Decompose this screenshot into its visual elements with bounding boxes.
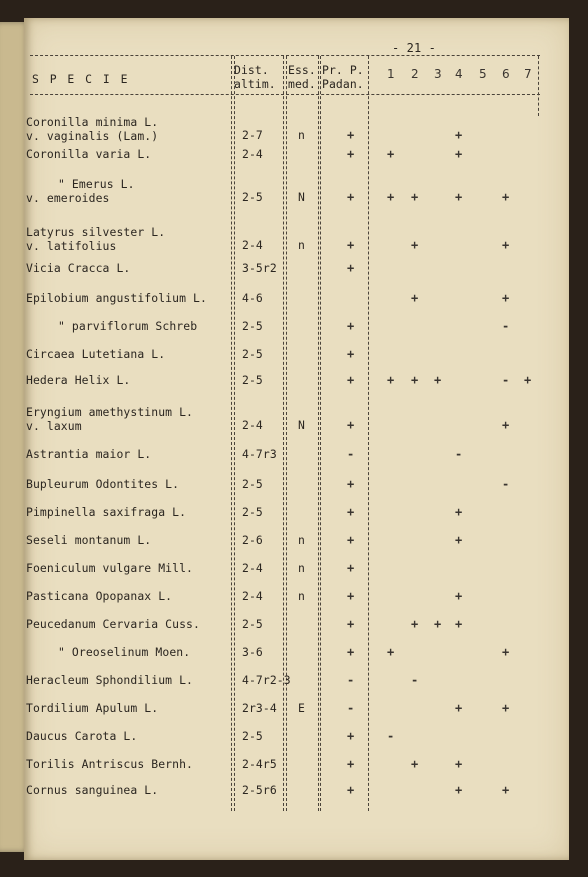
header-pr: Pr. P. (322, 63, 364, 77)
pr-padan-mark: + (347, 589, 355, 603)
region-4-mark: + (455, 533, 463, 547)
header-top-rule (30, 55, 540, 56)
region-header-4: 4 (455, 67, 463, 81)
pr-padan-mark: + (347, 418, 355, 432)
region-1-mark: - (387, 729, 395, 743)
species-name: v. vaginalis (Lam.) (26, 129, 159, 143)
dist-altim-value: 2-4 (242, 561, 263, 575)
species-name: " Oreoselinum Moen. (58, 645, 191, 659)
species-name: Seseli montanum L. (26, 533, 152, 547)
header-ess: Ess. (288, 63, 316, 77)
dist-altim-value: 3-6 (242, 645, 263, 659)
region-4-mark: + (455, 617, 463, 631)
column-rule-ess-left-2 (286, 56, 287, 811)
region-header-7: 7 (524, 67, 532, 81)
species-name: Hedera Helix L. (26, 373, 131, 387)
dist-altim-value: 2-4 (242, 238, 263, 252)
species-name: Epilobium angustifolium L. (26, 291, 207, 305)
pr-padan-mark: + (347, 645, 355, 659)
species-name: Peucedanum Cervaria Cuss. (26, 617, 200, 631)
species-name: Latyrus silvester L. (26, 225, 166, 239)
dist-altim-value: 2-4 (242, 589, 263, 603)
region-4-mark: + (455, 505, 463, 519)
pr-padan-mark: + (347, 505, 355, 519)
region-header-1: 1 (387, 67, 395, 81)
pr-padan-mark: + (347, 128, 355, 142)
region-2-mark: + (411, 291, 419, 305)
ess-med-value: N (298, 418, 305, 432)
species-name: Coronilla minima L. (26, 115, 159, 129)
column-rule-ess-left (283, 56, 284, 811)
pr-padan-mark: + (347, 477, 355, 491)
species-name: Circaea Lutetiana L. (26, 347, 166, 361)
dist-altim-value: 2-5 (242, 505, 263, 519)
region-6-mark: + (502, 645, 510, 659)
region-7-mark: + (524, 373, 532, 387)
species-name: " parviflorum Schreb (58, 319, 198, 333)
region-4-mark: + (455, 128, 463, 142)
column-rule-dist-left (231, 56, 232, 811)
region-1-mark: + (387, 645, 395, 659)
region-1-mark: + (387, 373, 395, 387)
pr-padan-mark: - (347, 447, 355, 461)
region-6-mark: - (502, 477, 510, 491)
region-4-mark: + (455, 190, 463, 204)
dist-altim-value: 2r3-4 (242, 701, 277, 715)
region-1-mark: + (387, 147, 395, 161)
dist-altim-value: 2-5 (242, 729, 263, 743)
dist-altim-value: 4-7r2-3 (242, 673, 291, 687)
dist-altim-value: 2-5 (242, 617, 263, 631)
species-name: v. emeroides (26, 191, 110, 205)
dist-altim-value: 2-5 (242, 190, 263, 204)
region-6-mark: + (502, 701, 510, 715)
species-name: Heracleum Sphondilium L. (26, 673, 193, 687)
pr-padan-mark: + (347, 373, 355, 387)
species-name: v. laxum (26, 419, 82, 433)
pr-padan-mark: + (347, 757, 355, 771)
region-2-mark: - (411, 673, 419, 687)
column-rule-regions-left (368, 56, 369, 811)
dist-altim-value: 2-5 (242, 373, 263, 387)
ess-med-value: E (298, 701, 305, 715)
region-6-mark: + (502, 783, 510, 797)
dist-altim-value: 2-4 (242, 147, 263, 161)
species-name: Torilis Antriscus Bernh. (26, 757, 193, 771)
header-specie: S P E C I E (32, 72, 130, 86)
dist-altim-value: 2-5 (242, 477, 263, 491)
header-padan: Padan. (322, 77, 364, 91)
header-dist: Dist. (234, 63, 269, 77)
header-med: med. (288, 77, 316, 91)
species-name: Cornus sanguinea L. (26, 783, 159, 797)
dist-altim-value: 2-4 (242, 418, 263, 432)
ess-med-value: n (298, 589, 305, 603)
column-rule-dist-left-2 (234, 56, 235, 811)
region-2-mark: + (411, 617, 419, 631)
dist-altim-value: 2-6 (242, 533, 263, 547)
species-name: Vicia Cracca L. (26, 261, 131, 275)
species-name: Coronilla varia L. (26, 147, 152, 161)
pr-padan-mark: + (347, 617, 355, 631)
pr-padan-mark: + (347, 319, 355, 333)
pr-padan-mark: + (347, 561, 355, 575)
species-name: v. latifolius (26, 239, 117, 253)
species-name: " Emerus L. (58, 177, 135, 191)
dist-altim-value: 2-5 (242, 347, 263, 361)
species-name: Bupleurum Odontites L. (26, 477, 180, 491)
region-6-mark: + (502, 291, 510, 305)
region-4-mark: + (455, 757, 463, 771)
region-4-mark: + (455, 589, 463, 603)
region-header-3: 3 (434, 67, 442, 81)
ess-med-value: n (298, 561, 305, 575)
page-number: - 21 - (392, 41, 436, 55)
region-6-mark: - (502, 319, 510, 333)
ess-med-value: N (298, 190, 305, 204)
ess-med-value: n (298, 128, 305, 142)
species-name: Tordilium Apulum L. (26, 701, 159, 715)
pr-padan-mark: - (347, 701, 355, 715)
region-3-mark: + (434, 617, 442, 631)
region-4-mark: + (455, 147, 463, 161)
region-3-mark: + (434, 373, 442, 387)
pr-padan-mark: + (347, 147, 355, 161)
species-name: Foeniculum vulgare Mill. (26, 561, 193, 575)
column-rule-pr-left (318, 56, 319, 811)
region-6-mark: - (502, 373, 510, 387)
dist-altim-value: 4-6 (242, 291, 263, 305)
region-1-mark: + (387, 190, 395, 204)
region-header-5: 5 (479, 67, 487, 81)
pr-padan-mark: + (347, 261, 355, 275)
region-2-mark: + (411, 238, 419, 252)
region-6-mark: + (502, 238, 510, 252)
region-4-mark: + (455, 701, 463, 715)
dist-altim-value: 2-7 (242, 128, 263, 142)
header-altim: altim. (234, 77, 276, 91)
header-bottom-rule (30, 94, 540, 95)
species-name: Pimpinella saxifraga L. (26, 505, 187, 519)
dist-altim-value: 2-5 (242, 319, 263, 333)
pr-padan-mark: + (347, 729, 355, 743)
pr-padan-mark: + (347, 347, 355, 361)
species-name: Astrantia maior L. (26, 447, 152, 461)
region-2-mark: + (411, 757, 419, 771)
species-name: Eryngium amethystinum L. (26, 405, 193, 419)
species-name: Pasticana Opopanax L. (26, 589, 173, 603)
pr-padan-mark: + (347, 783, 355, 797)
region-6-mark: + (502, 190, 510, 204)
pr-padan-mark: + (347, 238, 355, 252)
column-rule-pr-left-2 (320, 56, 321, 811)
pr-padan-mark: - (347, 673, 355, 687)
ess-med-value: n (298, 533, 305, 547)
region-4-mark: + (455, 783, 463, 797)
dist-altim-value: 3-5r2 (242, 261, 277, 275)
column-rule-right (538, 56, 539, 116)
region-4-mark: - (455, 447, 463, 461)
region-header-6: 6 (502, 67, 510, 81)
species-name: Daucus Carota L. (26, 729, 138, 743)
region-2-mark: + (411, 373, 419, 387)
ess-med-value: n (298, 238, 305, 252)
region-header-2: 2 (411, 67, 419, 81)
region-2-mark: + (411, 190, 419, 204)
dist-altim-value: 2-5r6 (242, 783, 277, 797)
pr-padan-mark: + (347, 533, 355, 547)
dist-altim-value: 2-4r5 (242, 757, 277, 771)
dist-altim-value: 4-7r3 (242, 447, 277, 461)
region-6-mark: + (502, 418, 510, 432)
pr-padan-mark: + (347, 190, 355, 204)
document-page (24, 18, 569, 860)
